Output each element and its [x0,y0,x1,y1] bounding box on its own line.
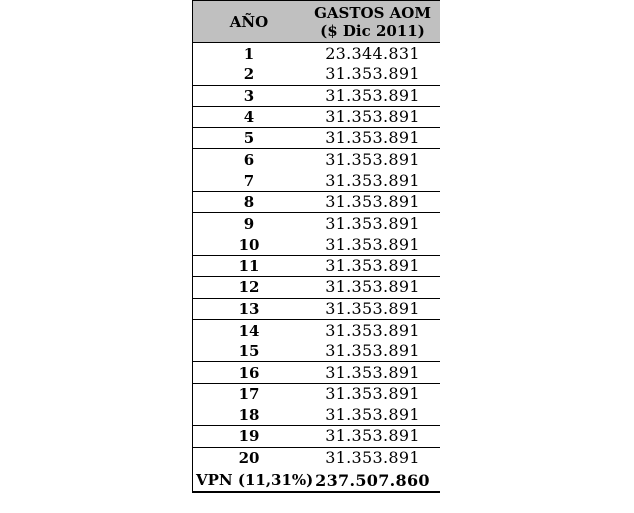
table-row [193,213,440,234]
year-cell: 10 [238,235,260,254]
year-cell: 2 [243,65,255,84]
column-header-gastos-line2: ($ Dic 2011) [320,21,425,40]
year-cell: 20 [238,449,260,468]
gastos-value-cell: 31.353.891 [325,192,420,212]
table-row [193,384,440,405]
table-row [193,299,440,320]
gastos-value-cell: 31.353.891 [325,107,420,127]
year-cell: 19 [238,427,260,446]
year-cell: 13 [238,299,260,318]
gastos-value-cell: 31.353.891 [325,170,420,190]
table-row [193,405,440,426]
table-row [193,86,440,107]
table-row [193,277,440,298]
table-row [193,341,440,362]
year-cell: 8 [243,193,255,212]
table-row [193,256,440,277]
vpn-value: 237.507.860 [315,470,430,490]
year-cell: 14 [238,321,260,340]
gastos-aom-table [192,0,440,493]
year-cell: 7 [243,171,255,190]
gastos-value-cell: 31.353.891 [325,277,420,297]
table-header-row [193,1,440,43]
year-cell: 5 [243,129,255,148]
year-cell: 11 [238,257,260,276]
gastos-value-cell: 31.353.891 [325,298,420,318]
column-header-gastos-line1: GASTOS AOM [314,3,431,22]
year-cell: 1 [243,44,255,63]
year-cell: 16 [238,363,260,382]
gastos-value-cell: 31.353.891 [325,234,420,254]
table-footer-row [193,469,440,492]
table-row [193,192,440,213]
vpn-label: VPN (11,31%) [196,471,314,490]
year-cell: 15 [238,342,260,361]
table-row [193,426,440,447]
gastos-value-cell: 31.353.891 [325,448,420,468]
gastos-value-cell: 31.353.891 [325,405,420,425]
table-row [193,149,440,170]
year-cell: 17 [238,385,260,404]
year-cell: 3 [243,86,255,105]
year-cell: 18 [238,406,260,425]
gastos-value-cell: 31.353.891 [325,341,420,361]
table-row [193,235,440,256]
gastos-value-cell: 31.353.891 [325,128,420,148]
table-body [193,43,440,469]
gastos-value-cell: 23.344.831 [325,43,420,63]
gastos-value-cell: 31.353.891 [325,362,420,382]
table-row [193,107,440,128]
table-row [193,320,440,341]
table-row [193,171,440,192]
year-cell: 12 [238,278,260,297]
gastos-value-cell: 31.353.891 [325,384,420,404]
gastos-value-cell: 31.353.891 [325,150,420,170]
gastos-value-cell: 31.353.891 [325,320,420,340]
gastos-value-cell: 31.353.891 [325,64,420,84]
gastos-value-cell: 31.353.891 [325,256,420,276]
gastos-value-cell: 31.353.891 [325,426,420,446]
year-cell: 9 [243,215,255,234]
table-row [193,64,440,85]
gastos-value-cell: 31.353.891 [325,85,420,105]
column-header-ano: AÑO [229,12,269,31]
table-row [193,448,440,469]
table-row [193,128,440,149]
table-row [193,362,440,383]
gastos-value-cell: 31.353.891 [325,214,420,234]
year-cell: 6 [243,151,255,170]
table-row [193,43,440,64]
column-header-gastos [305,1,440,42]
year-cell: 4 [243,108,255,127]
